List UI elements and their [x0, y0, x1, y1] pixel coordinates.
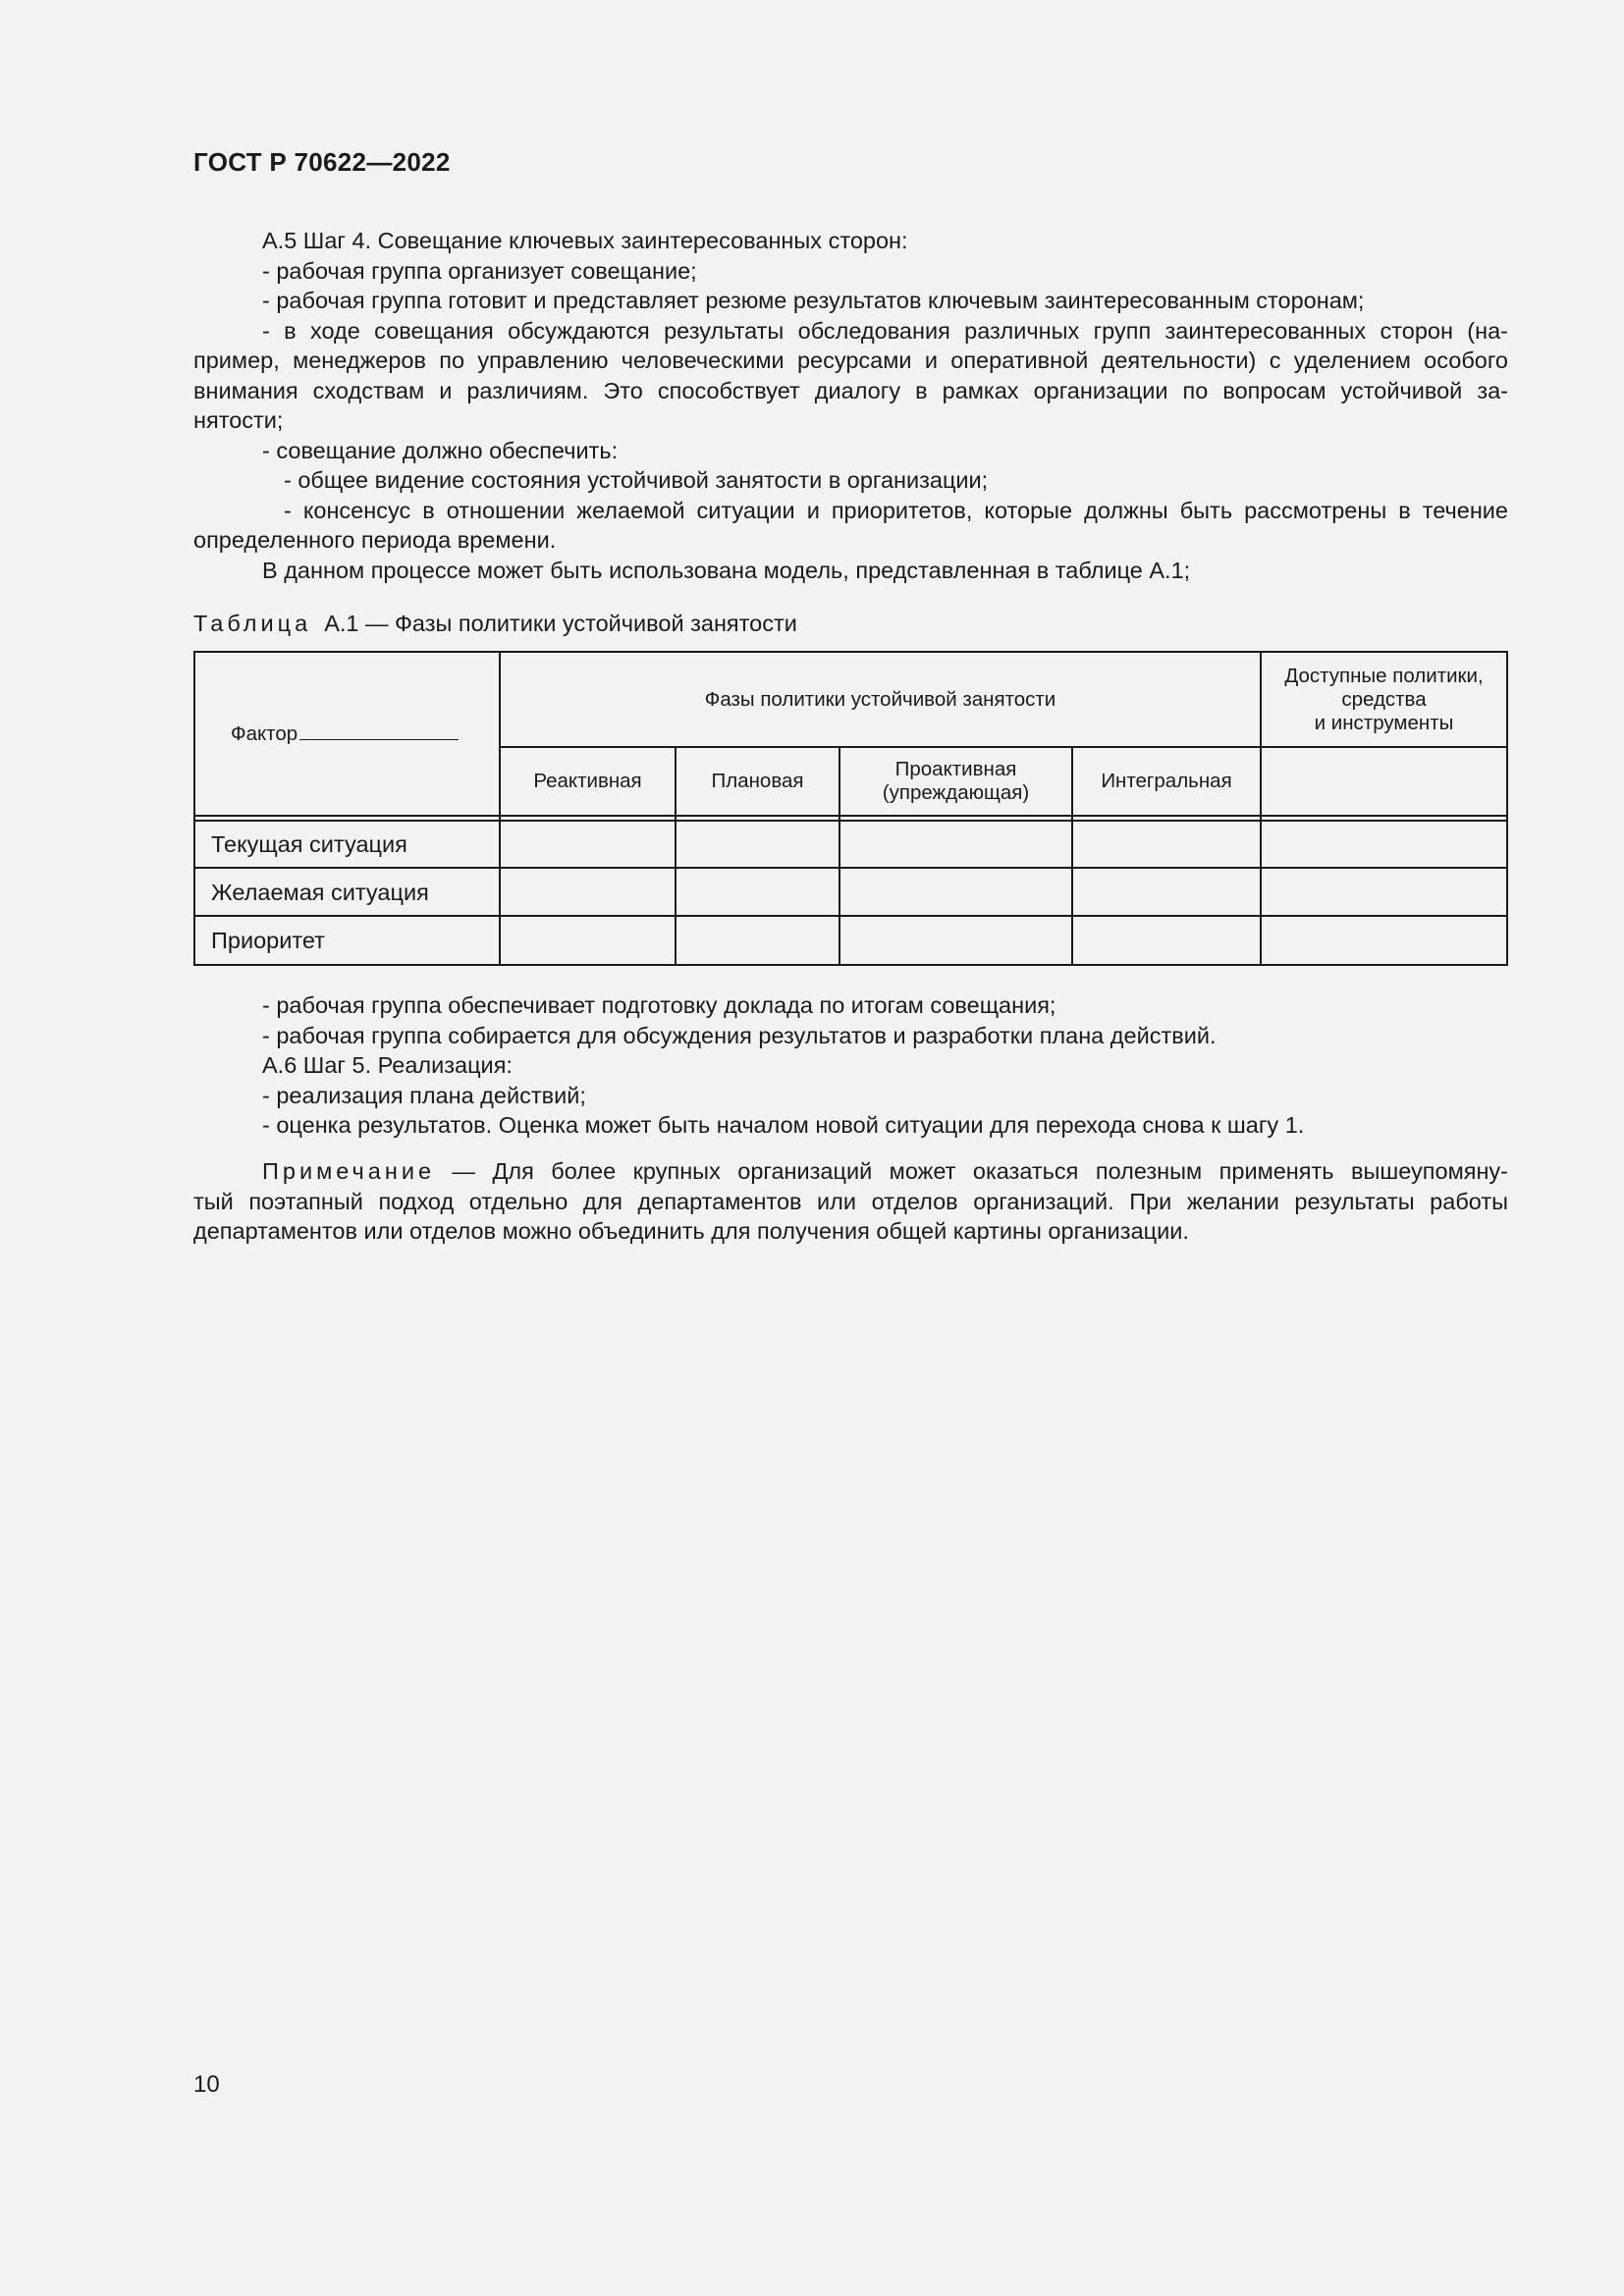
- phase-header-planned: Плановая: [711, 770, 804, 792]
- sub-list-item-line: определенного периода времени.: [193, 527, 557, 553]
- phase-header-reactive: Реактивная: [533, 770, 642, 792]
- document-header: ГОСТ Р 70622—2022: [193, 147, 451, 177]
- tools-header-line: Доступные политики,: [1284, 664, 1484, 687]
- after-table-text: [193, 990, 1508, 1141]
- list-item: - рабочая группа готовит и представляет резюме результатов ключевым заинтересованным сторонам;: [262, 288, 1365, 313]
- phase-header-proactive: Проактивная (упреждающая): [882, 758, 1030, 804]
- row-label-priority: Приоритет: [211, 928, 325, 953]
- list-item: - рабочая группа организует совещание;: [262, 257, 697, 284]
- list-item: - оценка результатов. Оценка может быть началом новой ситуации для перехода снова к шагу 1.: [262, 1112, 1305, 1138]
- table-border-right: [1506, 651, 1508, 966]
- section-a5-closing: В данном процессе может быть использована модель, представленная в таблице А.1;: [262, 557, 1191, 583]
- section-a5-heading: А.5 Шаг 4. Совещание ключевых заинтересованных сторон:: [262, 228, 908, 253]
- table-caption-text: А.1 — Фазы политики устойчивой занятости: [324, 611, 797, 636]
- factor-label: Фактор: [231, 722, 298, 745]
- list-item-line: пример, менеджеров по управлению человеческими ресурсами и оперативной деятельности) с уделением особого: [193, 347, 1508, 373]
- table-border-bottom: [193, 964, 1508, 966]
- note-line: тый поэтапный подход отдельно для департаментов или отделов организаций. При желании результаты работы: [193, 1188, 1508, 1214]
- factor-header: [231, 721, 459, 746]
- page-number: 10: [193, 2071, 220, 2098]
- tools-header-line: средства: [1341, 687, 1427, 711]
- phase-header-integral: Интегральная: [1101, 770, 1232, 792]
- note-line: департаментов или отделов можно объединить для получения общей картины организации.: [193, 1218, 1189, 1244]
- list-item-line: нятости;: [193, 407, 284, 433]
- phases-header: Фазы политики устойчивой занятости: [704, 687, 1056, 711]
- list-item: - рабочая группа обеспечивает подготовку доклада по итогам совещания;: [262, 992, 1056, 1018]
- section-a5: [193, 226, 1508, 585]
- list-item: - рабочая группа собирается для обсуждения результатов и разработки плана действий.: [262, 1022, 1217, 1048]
- sub-list-item-line: - консенсус в отношении желаемой ситуации и приоритетов, которые должны быть рассмотрены в течение: [284, 497, 1508, 523]
- table-header-double-line-1: [193, 815, 1508, 817]
- list-item-line: - в ходе совещания обсуждаются результаты обследования различных групп заинтересованных сторон (на-: [262, 317, 1508, 344]
- sub-list-item: - общее видение состояния устойчивой занятости в организации;: [284, 467, 989, 493]
- policy-phases-table: [193, 651, 1508, 966]
- tools-header-line: и инструменты: [1314, 711, 1454, 734]
- list-item: - совещание должно обеспечить:: [262, 437, 619, 463]
- tools-header: [1262, 653, 1506, 746]
- table-caption-label: Таблица: [193, 611, 312, 636]
- row-label-current: Текущая ситуация: [211, 831, 407, 857]
- table-caption: [193, 609, 797, 638]
- note-block: [193, 1156, 1508, 1247]
- row-label-desired: Желаемая ситуация: [211, 879, 429, 905]
- section-a6-heading: А.6 Шаг 5. Реализация:: [262, 1052, 513, 1078]
- note-line: Примечание — Для более крупных организаций может оказаться полезным применять вышеупомяну-: [262, 1158, 1508, 1184]
- list-item: - реализация плана действий;: [262, 1082, 586, 1108]
- note-label: Примечание: [262, 1158, 436, 1184]
- factor-underline: [299, 721, 459, 740]
- list-item-line: внимания сходствам и различиям. Это способствует диалогу в рамках организации по вопросам устойчивой за-: [193, 377, 1508, 403]
